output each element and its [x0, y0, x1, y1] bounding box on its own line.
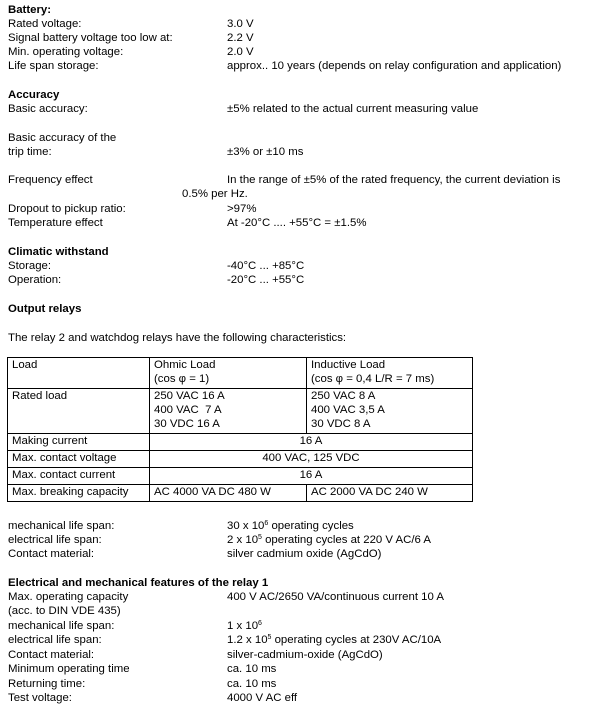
relay1-capacity-label-line2: (acc. to DIN VDE 435): [8, 605, 121, 617]
trip-accuracy-label-line2: trip time:: [8, 146, 52, 158]
life-span-value: approx.. 10 years (depends on relay configuration and application): [227, 60, 562, 72]
relay1-returning-value: ca. 10 ms: [227, 678, 277, 690]
frequency-effect-value-line1: In the range of ±5% of the rated frequency, the current deviation is: [227, 174, 561, 186]
output-elec-life-label: electrical life span:: [8, 534, 102, 546]
signal-voltage-label: Signal battery voltage too low at:: [8, 32, 173, 44]
relay1-mech-life-value: [227, 619, 262, 633]
output-elec-life-post: operating cycles at 220 V AC/6 A: [261, 534, 431, 546]
relay1-contact-value: silver-cadmium-oxide (AgCdO): [227, 649, 383, 661]
rated-ohmic-3: 30 VDC 16 A: [154, 418, 220, 430]
table-row: [8, 451, 473, 468]
relay1-test-voltage-label: Test voltage:: [8, 692, 72, 704]
breaking-capacity-ohmic: AC 4000 VA DC 480 W: [150, 485, 307, 502]
table-row: [8, 434, 473, 451]
inductive-header-line1: Inductive Load: [311, 359, 386, 371]
operation-value: -20°C ... +55°C: [227, 274, 305, 286]
relay1-capacity-label-line1: Max. operating capacity: [8, 591, 129, 603]
table-row: [8, 389, 473, 434]
relay1-test-voltage-value: 4000 V AC eff: [227, 692, 298, 704]
basic-accuracy-value: ±5% related to the actual current measuring value: [227, 103, 479, 115]
relay1-contact-label: Contact material:: [8, 649, 95, 661]
temperature-effect-label: Temperature effect: [8, 217, 103, 229]
basic-accuracy-label: Basic accuracy:: [8, 103, 88, 115]
relay-characteristics-table: [7, 357, 473, 502]
rated-inductive-3: 30 VDC 8 A: [311, 418, 371, 430]
output-contact-value: silver cadmium oxide (AgCdO): [227, 548, 382, 560]
output-relays-heading: Output relays: [8, 303, 82, 315]
relay1-elec-life-label: electrical life span:: [8, 634, 102, 646]
frequency-effect-value-line2: 0.5% per Hz.: [182, 188, 248, 200]
breaking-capacity-inductive: AC 2000 VA DC 240 W: [307, 485, 473, 502]
rated-ohmic-2: 400 VAC 7 A: [154, 404, 222, 416]
rated-load-label-text: Rated load: [12, 390, 68, 402]
output-elec-life-pre: 2 x 10: [227, 534, 259, 546]
rated-load-ohmic: [150, 389, 307, 434]
relay1-heading: Electrical and mechanical features of the relay 1: [8, 577, 269, 589]
rated-ohmic-1: 250 VAC 16 A: [154, 390, 225, 402]
min-voltage-label: Min. operating voltage:: [8, 46, 124, 58]
output-mech-life-exp: 6: [264, 520, 269, 527]
relay1-mech-life-exp: 6: [258, 620, 262, 627]
climatic-heading: Climatic withstand: [8, 246, 109, 258]
output-mech-life-label: mechanical life span:: [8, 520, 115, 532]
signal-voltage-value: 2.2 V: [227, 32, 254, 44]
output-mech-life-post: operating cycles: [268, 520, 354, 532]
relay1-returning-label: Returning time:: [8, 678, 86, 690]
output-contact-label: Contact material:: [8, 548, 95, 560]
making-current-label: Making current: [8, 434, 150, 451]
relay1-mech-life-pre: 1 x 10: [227, 620, 259, 632]
battery-heading: Battery:: [8, 4, 52, 16]
ohmic-header: [150, 358, 307, 389]
min-voltage-value: 2.0 V: [227, 46, 254, 58]
dropout-value: >97%: [227, 203, 257, 215]
contact-current-value: 16 A: [150, 468, 473, 485]
relay1-elec-life-pre: 1.2 x 10: [227, 634, 268, 646]
relay1-elec-life-post: operating cycles at 230V AC/10A: [271, 634, 442, 646]
operation-label: Operation:: [8, 274, 62, 286]
life-span-label: Life span storage:: [8, 60, 99, 72]
relay1-mech-life-label: mechanical life span:: [8, 620, 115, 632]
contact-current-label: Max. contact current: [8, 468, 150, 485]
temperature-effect-value: At -20°C .... +55°C = ±1.5%: [227, 217, 367, 229]
rated-voltage-value: 3.0 V: [227, 18, 254, 30]
table-row: [8, 358, 473, 389]
relay1-capacity-value: 400 V AC/2650 VA/continuous current 10 A: [227, 591, 444, 603]
ohmic-header-line1: Ohmic Load: [154, 359, 216, 371]
rated-load-label: [8, 389, 150, 434]
output-elec-life-value: [227, 533, 431, 547]
load-header-text: Load: [12, 359, 38, 371]
rated-load-inductive: [307, 389, 473, 434]
relay1-elec-life-exp: 5: [267, 634, 272, 641]
rated-inductive-1: 250 VAC 8 A: [311, 390, 376, 402]
output-elec-life-exp: 5: [258, 534, 262, 541]
contact-voltage-value: 400 VAC, 125 VDC: [150, 451, 473, 468]
storage-label: Storage:: [8, 260, 52, 272]
table-row: [8, 468, 473, 485]
load-header: [8, 358, 150, 389]
accuracy-heading: Accuracy: [8, 89, 60, 101]
ohmic-header-line2: (cos φ = 1): [154, 373, 210, 385]
table-row: [8, 485, 473, 502]
contact-voltage-label: Max. contact voltage: [8, 451, 150, 468]
making-current-value: 16 A: [150, 434, 473, 451]
frequency-effect-label: Frequency effect: [8, 174, 93, 186]
inductive-header: [307, 358, 473, 389]
output-mech-life-pre: 30 x 10: [227, 520, 265, 532]
breaking-capacity-label: Max. breaking capacity: [8, 485, 150, 502]
dropout-label: Dropout to pickup ratio:: [8, 203, 126, 215]
relay1-elec-life-value: [227, 633, 441, 647]
inductive-header-line2: (cos φ = 0,4 L/R = 7 ms): [311, 373, 435, 385]
output-relays-intro: The relay 2 and watchdog relays have the following characteristics:: [8, 332, 347, 344]
trip-accuracy-label-line1: Basic accuracy of the: [8, 132, 117, 144]
trip-accuracy-value: ±3% or ±10 ms: [227, 146, 304, 158]
rated-inductive-2: 400 VAC 3,5 A: [311, 404, 385, 416]
storage-value: -40°C ... +85°C: [227, 260, 305, 272]
output-mech-life-value: [227, 519, 354, 533]
relay1-min-operating-value: ca. 10 ms: [227, 663, 277, 675]
rated-voltage-label: Rated voltage:: [8, 18, 82, 30]
relay1-min-operating-label: Minimum operating time: [8, 663, 130, 675]
